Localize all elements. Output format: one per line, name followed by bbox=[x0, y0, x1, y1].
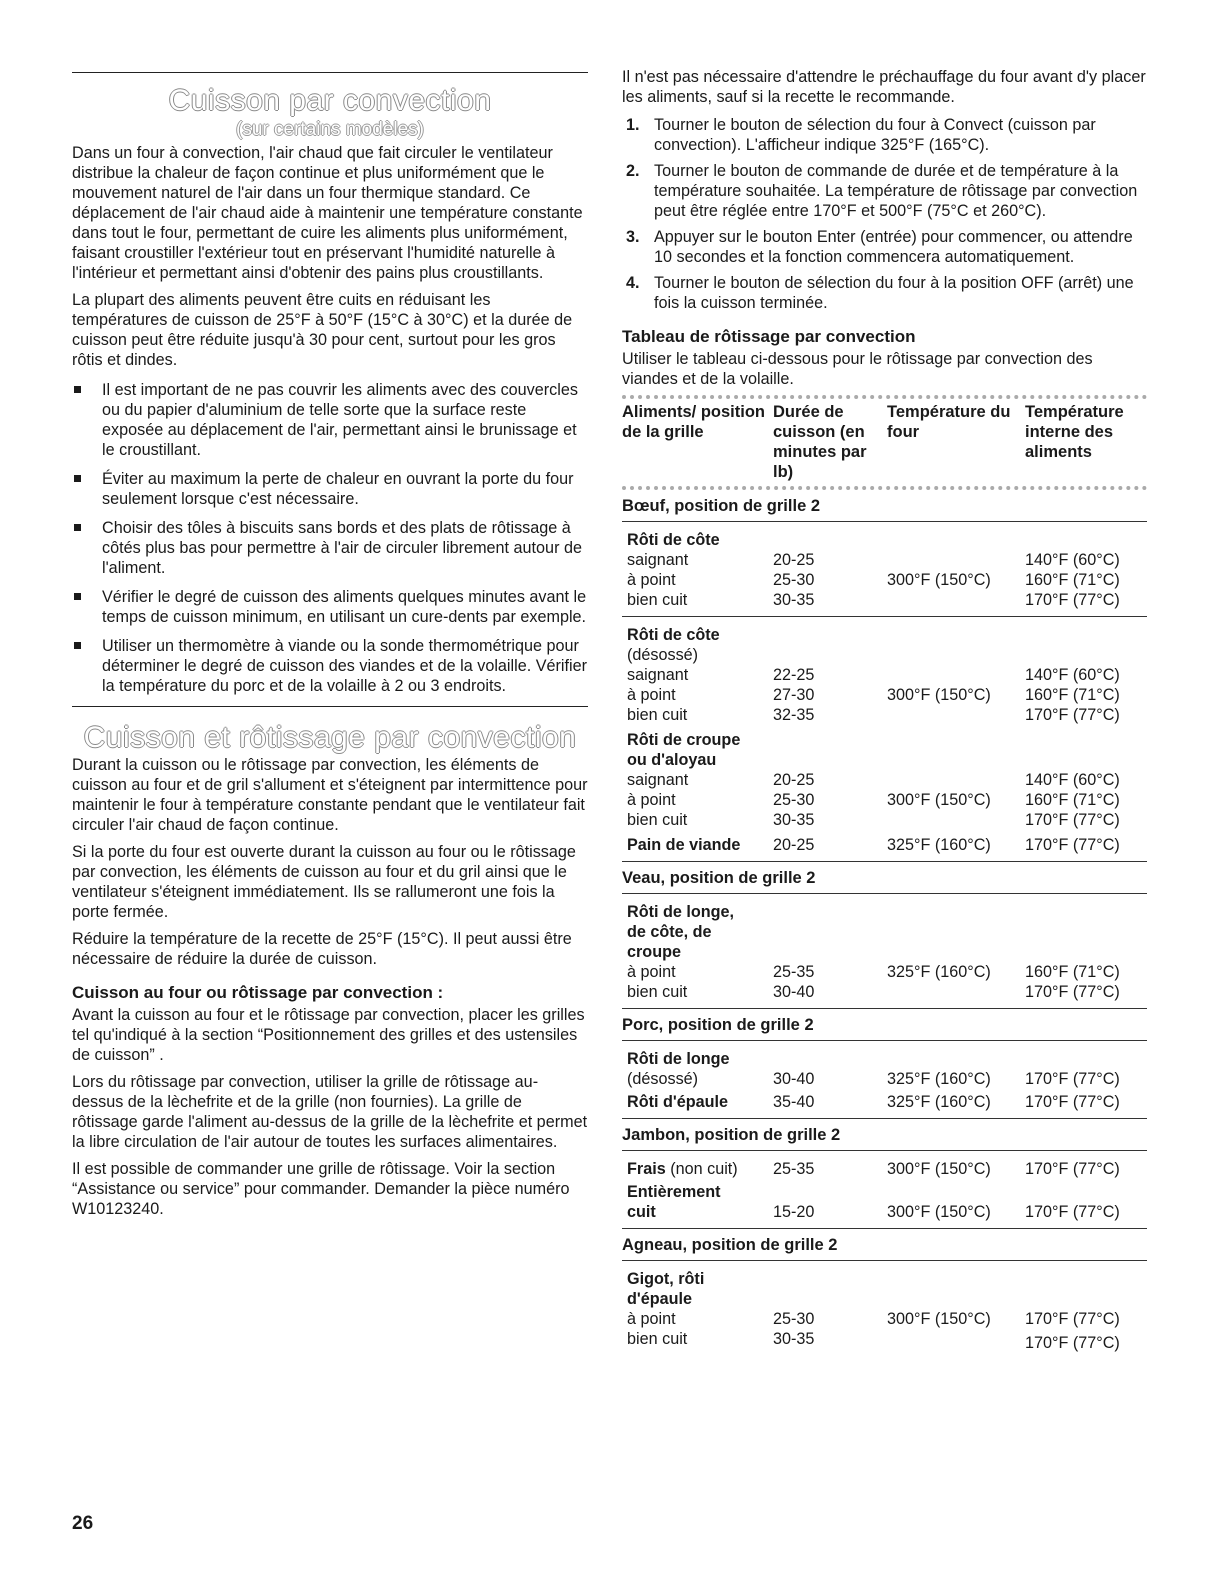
internal-temp: 170°F (77°C) bbox=[1025, 983, 1120, 1001]
bullet-list bbox=[72, 380, 588, 696]
item-name: Rôti de longe, bbox=[627, 903, 735, 921]
item-note: (non cuit) bbox=[665, 1160, 738, 1178]
paragraph: Durant la cuisson ou le rôtissage par convection, les éléments de cuisson au four et de gril s'allument et s'éteignent par intermittence pour maintenir le four à température constante pendant que le ventilateur fait circuler l'air chaud de façon continue. bbox=[72, 756, 588, 834]
item-name: Rôti de côte bbox=[627, 626, 720, 644]
duration: 20-25 bbox=[773, 551, 815, 569]
internal-temp: 140°F (60°C) bbox=[1025, 551, 1120, 569]
doneness: saignant bbox=[627, 666, 689, 684]
oven-temp: 300°F (150°C) bbox=[887, 791, 991, 809]
section-rule bbox=[72, 72, 588, 73]
page-number: 26 bbox=[72, 1513, 94, 1534]
step-number: 1. bbox=[626, 116, 640, 134]
doneness: à point bbox=[627, 963, 676, 981]
duration: 25-30 bbox=[773, 1310, 815, 1328]
paragraph: Il est possible de commander une grille de rôtissage. Voir la section “Assistance ou service” pour commander. Demander la pièce numéro W10123240. bbox=[72, 1160, 570, 1218]
step-item bbox=[622, 161, 1147, 221]
duration: 30-35 bbox=[773, 811, 815, 829]
oven-temp: 325°F (160°C) bbox=[887, 836, 991, 854]
doneness: à point bbox=[627, 686, 676, 704]
internal-temp: 160°F (71°C) bbox=[1025, 686, 1120, 704]
doneness: bien cuit bbox=[627, 1330, 688, 1348]
header-internal-temp: Température interne des aliments bbox=[1025, 403, 1124, 461]
internal-temp: 160°F (71°C) bbox=[1025, 963, 1120, 981]
step-item bbox=[622, 273, 1147, 313]
paragraph: La plupart des aliments peuvent être cuits en réduisant les températures de cuisson de 25°F à 50°F (15°C à 30°C) et la durée de cuisson peut être réduite jusqu'à 30 pour cent, surtout pour les gros rôtis et dindes. bbox=[72, 291, 573, 369]
internal-temp: 170°F (77°C) bbox=[1025, 1070, 1120, 1088]
table-title: Tableau de rôtissage par convection bbox=[622, 327, 916, 346]
table-group-heading: Agneau, position de grille 2 bbox=[622, 1229, 1147, 1261]
step-text: Tourner le bouton de commande de durée et de température à la température souhaitée. La température de rôtissage par convection peut être réglée entre 170°F et 500°F (75°C et 260°C). bbox=[654, 162, 1138, 220]
list-item: Choisir des tôles à biscuits sans bords et des plats de rôtissage à côtés plus bas pour permettre à l'air de circuler librement autour de l'aliment. bbox=[72, 518, 588, 578]
duration: 30-40 bbox=[773, 983, 815, 1001]
doneness: saignant bbox=[627, 551, 689, 569]
doneness: bien cuit bbox=[627, 983, 688, 1001]
table-block bbox=[622, 1261, 1147, 1359]
internal-temp: 170°F (77°C) bbox=[1025, 1203, 1120, 1221]
list-item: Utiliser un thermomètre à viande ou la sonde thermométrique pour déterminer le degré de cuisson des viandes et de la volaille. Vérifier la température du porc et de la volaille à 2 ou 3 endroits. bbox=[72, 636, 588, 696]
item-name: Pain de viande bbox=[627, 836, 741, 854]
duration: 25-30 bbox=[773, 791, 815, 809]
table-group-heading: Porc, position de grille 2 bbox=[622, 1009, 1147, 1041]
oven-temp: 300°F (150°C) bbox=[887, 1160, 991, 1178]
table-block bbox=[622, 894, 1147, 1009]
internal-temp: 170°F (77°C) bbox=[1025, 1160, 1120, 1178]
doneness: à point bbox=[627, 791, 676, 809]
section-subtitle: (sur certains modèles) bbox=[236, 119, 424, 140]
oven-temp: 325°F (160°C) bbox=[887, 963, 991, 981]
table-block bbox=[622, 617, 1147, 830]
step-item bbox=[622, 227, 1147, 267]
doneness: bien cuit bbox=[627, 591, 688, 609]
table-block bbox=[622, 522, 1147, 617]
doneness: à point bbox=[627, 571, 676, 589]
doneness: bien cuit bbox=[627, 811, 688, 829]
internal-temp: 140°F (60°C) bbox=[1025, 666, 1120, 684]
duration: 30-35 bbox=[773, 1330, 815, 1348]
oven-temp: 325°F (160°C) bbox=[887, 1093, 991, 1111]
internal-temp: 170°F (77°C) bbox=[1025, 811, 1120, 829]
list-item: Il est important de ne pas couvrir les aliments avec des couvercles ou du papier d'aluminium de telle sorte que la surface reste exposée au déplacement de l'air, permettant ainsi le brunissage et le croustillant. bbox=[72, 380, 588, 460]
step-text: Tourner le bouton de sélection du four à la position OFF (arrêt) une fois la cuisson terminée. bbox=[654, 274, 1134, 312]
list-item: Vérifier le degré de cuisson des aliments quelques minutes avant le temps de cuisson minimum, en utilisant un cure-dents par exemple. bbox=[72, 587, 588, 627]
item-name: Rôti d'épaule bbox=[627, 1093, 728, 1111]
paragraph: Dans un four à convection, l'air chaud que fait circuler le ventilateur distribue la chaleur de façon continue et plus uniformément que le mouvement naturel de l'air dans un four thermique standard. Ce déplacement de l'air chaud aide à maintenir une température constante dans tout le four, permettant de cuire les aliments plus uniformément, faisant croustiller l'extérieur tout en préservant l'humidité naturelle à l'intérieur et permettant ainsi d'obtenir des pains plus croustillants. bbox=[72, 144, 583, 282]
doneness: saignant bbox=[627, 771, 689, 789]
paragraph: Avant la cuisson au four et le rôtissage par convection, placer les grilles tel qu'indiqué à la section “Positionnement des grilles et des ustensiles de cuisson” . bbox=[72, 1006, 585, 1064]
paragraph: Si la porte du four est ouverte durant la cuisson au four ou le rôtissage par convection, les éléments de cuisson au four et du gril ainsi que le ventilateur s'éteignent immédiatement. Ils se rallumeront une fois la porte fermée. bbox=[72, 843, 576, 921]
step-item bbox=[622, 115, 1147, 155]
paragraph: Il n'est pas nécessaire d'attendre le préchauffage du four avant d'y placer les aliments, sauf si la recette le recommande. bbox=[622, 68, 1146, 106]
oven-temp: 300°F (150°C) bbox=[887, 686, 991, 704]
item-name: cuit bbox=[627, 1203, 656, 1221]
duration: 15-20 bbox=[773, 1203, 815, 1221]
internal-temp: 170°F (77°C) bbox=[1025, 1310, 1120, 1328]
internal-temp: 170°F (77°C) bbox=[1025, 1334, 1120, 1352]
duration: 22-25 bbox=[773, 666, 815, 684]
duration: 20-25 bbox=[773, 771, 815, 789]
item-name: Entièrement bbox=[627, 1183, 721, 1201]
item-name: de côte, de bbox=[627, 923, 712, 941]
paragraph: Utiliser le tableau ci-dessous pour le rôtissage par convection des viandes et de la volaille. bbox=[622, 350, 1093, 388]
table-block bbox=[622, 1151, 1147, 1229]
doneness: bien cuit bbox=[627, 706, 688, 724]
table-header bbox=[622, 395, 1147, 490]
item-name: Rôti de côte bbox=[627, 531, 720, 549]
duration: 27-30 bbox=[773, 686, 815, 704]
item-name: d'épaule bbox=[627, 1290, 693, 1308]
step-text: Tourner le bouton de sélection du four à Convect (cuisson par convection). L'afficheur indique 325°F (165°C). bbox=[654, 116, 1096, 154]
step-text: Appuyer sur le bouton Enter (entrée) pour commencer, ou attendre 10 secondes et la fonction commencera automatiquement. bbox=[654, 228, 1133, 266]
oven-temp: 300°F (150°C) bbox=[887, 1203, 991, 1221]
oven-temp: 325°F (160°C) bbox=[887, 1070, 991, 1088]
table-block bbox=[622, 1041, 1147, 1119]
header-oven-temp: Température du four bbox=[887, 403, 1011, 441]
item-note: (désossé) bbox=[627, 646, 699, 664]
duration: 30-40 bbox=[773, 1070, 815, 1088]
duration: 25-30 bbox=[773, 571, 815, 589]
duration: 30-35 bbox=[773, 591, 815, 609]
item-name: Frais bbox=[627, 1160, 666, 1178]
header-duration: Durée de cuisson (en minutes par lb) bbox=[773, 403, 867, 481]
steps-list bbox=[622, 115, 1147, 313]
duration: 35-40 bbox=[773, 1093, 815, 1111]
item-name: croupe bbox=[627, 943, 681, 961]
table-block bbox=[622, 830, 1147, 862]
duration: 20-25 bbox=[773, 836, 815, 854]
duration: 25-35 bbox=[773, 963, 815, 981]
item-name: Rôti de longe bbox=[627, 1050, 730, 1068]
list-item: Éviter au maximum la perte de chaleur en ouvrant la porte du four seulement lorsque c'est nécessaire. bbox=[72, 469, 588, 509]
table-group-heading: Bœuf, position de grille 2 bbox=[622, 490, 1147, 522]
paragraph: Réduire la température de la recette de 25°F (15°C). Il peut aussi être nécessaire de réduire la durée de cuisson. bbox=[72, 930, 572, 968]
internal-temp: 170°F (77°C) bbox=[1025, 706, 1120, 724]
internal-temp: 170°F (77°C) bbox=[1025, 591, 1120, 609]
step-number: 3. bbox=[626, 228, 640, 246]
internal-temp: 140°F (60°C) bbox=[1025, 771, 1120, 789]
internal-temp: 160°F (71°C) bbox=[1025, 791, 1120, 809]
right-column bbox=[622, 0, 1147, 1359]
oven-temp: 300°F (150°C) bbox=[887, 571, 991, 589]
item-note: (désossé) bbox=[627, 1070, 699, 1088]
step-number: 4. bbox=[626, 274, 640, 292]
duration: 25-35 bbox=[773, 1160, 815, 1178]
header-food: Aliments/ position de la grille bbox=[622, 403, 766, 441]
item-name: ou d'aloyau bbox=[627, 751, 717, 769]
section-title: Cuisson et rôtissage par convection bbox=[83, 721, 577, 754]
item-name: Gigot, rôti bbox=[627, 1270, 705, 1288]
left-column bbox=[72, 0, 588, 1226]
section-title: Cuisson par convection bbox=[168, 84, 492, 117]
step-number: 2. bbox=[626, 162, 640, 180]
doneness: à point bbox=[627, 1310, 676, 1328]
oven-temp: 300°F (150°C) bbox=[887, 1310, 991, 1328]
subheading: Cuisson au four ou rôtissage par convection : bbox=[72, 983, 444, 1002]
table-group-heading: Veau, position de grille 2 bbox=[622, 862, 1147, 894]
table-group-heading: Jambon, position de grille 2 bbox=[622, 1119, 1147, 1151]
section-rule bbox=[72, 706, 588, 707]
internal-temp: 170°F (77°C) bbox=[1025, 836, 1120, 854]
internal-temp: 170°F (77°C) bbox=[1025, 1093, 1120, 1111]
paragraph: Lors du rôtissage par convection, utiliser la grille de rôtissage au-dessus de la lèchefrite et de la grille (non fournies). La grille de rôtissage garde l'aliment au-dessus de la grille de la lèchefrite et permet la libre circulation de l'air autour de toutes les surfaces alimentaires. bbox=[72, 1073, 588, 1151]
item-name: Rôti de croupe bbox=[627, 731, 741, 749]
duration: 32-35 bbox=[773, 706, 815, 724]
internal-temp: 160°F (71°C) bbox=[1025, 571, 1120, 589]
